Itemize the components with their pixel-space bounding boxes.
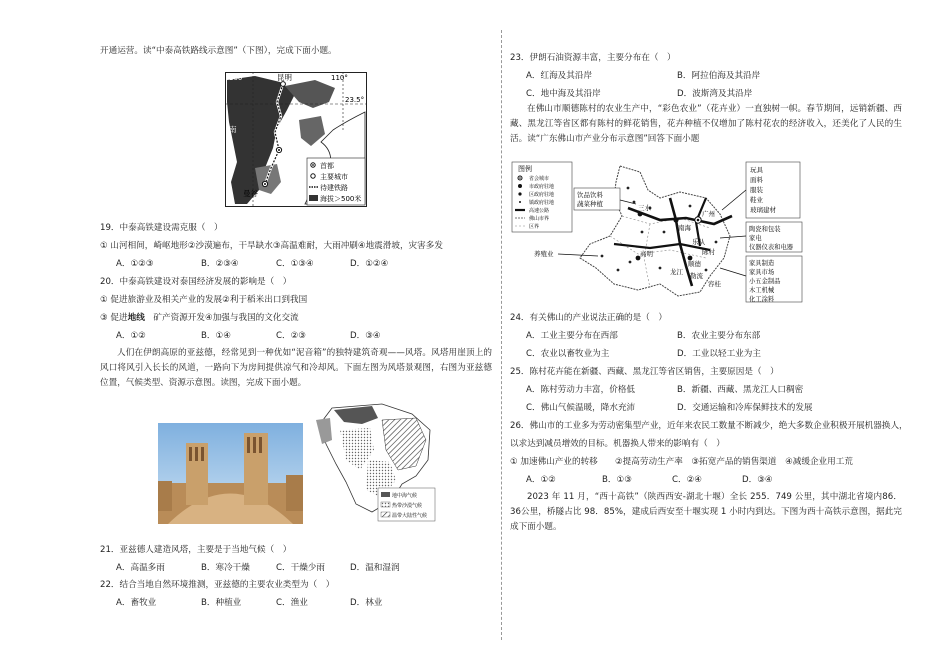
q26-option-c[interactable]: C．②④ xyxy=(672,475,703,485)
q23-option-a[interactable]: A．红海及其沿岸 xyxy=(526,71,593,81)
legend-title: 图例 xyxy=(518,165,532,173)
q26-conditions: ① 加速佛山产业的转移 ②提高劳动生产率 ③拓宽产品的销售渠道 ④减缓企业用工荒 xyxy=(510,457,853,467)
q26-option-a[interactable]: A．①② xyxy=(526,475,556,485)
q23-stem: 23．伊朗石油资源丰富，主要分布在（ ） xyxy=(510,53,676,63)
place-lecong: 乐从 xyxy=(692,238,705,246)
q19-option-b[interactable]: B．②③④ xyxy=(201,259,239,269)
legend-temperate-continental: 温带大陆性气候 xyxy=(392,513,428,519)
box-toys-line1: 玩具 xyxy=(750,166,763,174)
column-divider xyxy=(501,30,502,640)
windtower-passage: 人们在伊朗高原的亚兹德，经常见到一种优如“泥音箱”的独特建筑奇观——风塔。风塔用崖顶上的风口将风引入长长的风道，一路向下为房间提供凉气和冷却风。下面左图为风塔景观图，右图为亚兹德位置，气候类型、资源示意图。读图，完成下面小题。 xyxy=(100,348,492,388)
place-leliu: 勒流 xyxy=(690,272,703,280)
box-furniture-line1: 家具制造 xyxy=(749,260,775,267)
q22-option-c[interactable]: C．渔业 xyxy=(276,598,308,608)
wind-tower-photo xyxy=(158,423,303,524)
foshan-passage: 在佛山市顺德陈村的农业生产中，“彩色农业”（花卉业）一直独树一帜。春节期间，远销新疆、西藏、黑龙江等省区都有陈村的鲜花销售，花卉种植不仅增加了陈村花农的经济收入，还美化了人民的生活。读“广东佛山市产业分布示意图”回答下面小题 xyxy=(510,104,902,144)
q19-option-c[interactable]: C．①③④ xyxy=(276,259,314,269)
q20-option-c[interactable]: C．②③ xyxy=(276,331,307,341)
legend-district-boundary: 区界 xyxy=(529,224,540,230)
middle-east-climate-map xyxy=(312,400,436,522)
legend-provincial-capital: 省会城市 xyxy=(529,176,550,182)
kunming-label: 昆明 xyxy=(277,73,292,82)
left-column xyxy=(100,0,492,672)
place-longjiang: 龙江 xyxy=(670,268,683,276)
legend-railway: 待建铁路 xyxy=(320,184,348,192)
lon110-label: 110° xyxy=(331,74,348,82)
q20-option-a[interactable]: A．①② xyxy=(116,331,146,341)
intro-line: 开通运营。读“中泰高铁路线示意图”（下图），完成下面小题。 xyxy=(100,46,337,56)
q21-option-a[interactable]: A．高温多雨 xyxy=(116,563,165,573)
legend-town-gov: 镇政府驻地 xyxy=(529,200,555,206)
q22-option-d[interactable]: D．林业 xyxy=(350,598,383,608)
box-toys-line2: 面料 xyxy=(750,176,763,184)
place-chencun: 陈村 xyxy=(702,248,715,256)
place-gaoming: 高明 xyxy=(640,250,653,258)
q26-stem-line1: 26．佛山市的工业多为劳动密集型产业，近年来农民工数量不断减少，绝大多数企业积极开展机器换人， xyxy=(510,421,908,431)
q26-stem-line2: 以求达到减员增效的目标。机器换人带来的影响有（ ） xyxy=(510,439,725,449)
place-sanshui: 三水 xyxy=(638,204,651,212)
box-furniture-line5: 化工涂料 xyxy=(749,296,775,303)
q25-option-a[interactable]: A．陈村劳动力丰富，价格低 xyxy=(526,385,636,395)
south-label: 南 xyxy=(229,125,237,134)
q21-option-c[interactable]: C．干燥少雨 xyxy=(276,563,325,573)
box-furniture-line2: 家具市场 xyxy=(749,269,775,276)
china-thailand-railway-map xyxy=(225,72,367,207)
legend-altitude: 海拔＞500米 xyxy=(320,195,362,203)
box-ceramic-line3: 仪器仪表和电器 xyxy=(749,244,794,251)
box-food-line1: 饮品饮料 xyxy=(577,191,603,199)
vientiane-label: 万象 xyxy=(283,147,298,156)
foshan-industry-map xyxy=(510,158,805,303)
q20-option-b[interactable]: B．①④ xyxy=(201,331,231,341)
q25-option-b[interactable]: B．新疆、西藏、黑龙江人口稠密 xyxy=(677,385,804,395)
q23-option-c[interactable]: C．地中海及其沿岸 xyxy=(526,89,601,99)
q26-option-b[interactable]: B．①③ xyxy=(602,475,632,485)
q25-option-c[interactable]: C．佛山气候温暖，降水充沛 xyxy=(526,403,636,413)
q19-option-d[interactable]: D．①②④ xyxy=(350,259,389,269)
bangkok-label: 曼谷 xyxy=(243,189,258,198)
q22-stem: 22．结合当地自然环境推测，亚兹德的主要农业类型为（ ） xyxy=(100,580,335,590)
q25-option-d[interactable]: D．交通运输和冷库保鲜技术的发展 xyxy=(677,403,813,413)
breeding-label: 养殖业 xyxy=(534,250,554,258)
q21-option-d[interactable]: D．温和湿润 xyxy=(350,563,400,573)
box-furniture-line4: 木工机械 xyxy=(749,287,775,294)
legend-city-gov: 市政府驻地 xyxy=(529,184,555,190)
place-guangzhou: 广州 xyxy=(702,210,715,218)
box-toys-line4: 鞋业 xyxy=(750,196,763,204)
box-ceramic-line2: 家电 xyxy=(749,235,762,242)
q26-option-d[interactable]: D．③④ xyxy=(742,475,773,485)
legend-mediterranean: 地中海气候 xyxy=(392,493,418,499)
legend-city: 主要城市 xyxy=(320,173,348,181)
box-toys-line3: 服装 xyxy=(750,186,763,194)
place-shunde: 顺德 xyxy=(688,260,701,268)
q24-option-b[interactable]: B．农业主要分布东部 xyxy=(677,331,761,341)
q24-option-c[interactable]: C．农业以畜牧业为主 xyxy=(526,349,610,359)
legend-expressway: 高速公路 xyxy=(529,208,550,214)
q20-line2-a: ③ 促进 xyxy=(100,313,128,323)
lat-label: 23.5° xyxy=(345,96,365,104)
q22-option-b[interactable]: B．种植业 xyxy=(201,598,242,608)
q19-conditions: ① 山河相间，崎岖地形②沙漠遍布，干旱缺水③高温难耐，大雨冲刷④地震滑坡，灾害多发 xyxy=(100,241,443,251)
lon100-label: 100° xyxy=(229,74,246,82)
legend-capital: 首都 xyxy=(320,162,334,170)
q22-option-a[interactable]: A．畜牧业 xyxy=(116,598,157,608)
right-column xyxy=(510,0,908,672)
legend-district-gov: 区政府驻地 xyxy=(529,192,555,198)
q23-option-b[interactable]: B．阿拉伯海及其沿岸 xyxy=(677,71,761,81)
q24-option-a[interactable]: A．工业主要分布在西部 xyxy=(526,331,618,341)
q21-option-b[interactable]: B．寒冷干燥 xyxy=(201,563,250,573)
q25-stem: 25．陈村花卉能在新疆、西藏、黑龙江等省区销售，主要原因是（ ） xyxy=(510,367,779,377)
box-ceramic-line1: 陶瓷和包装 xyxy=(749,226,781,233)
q21-stem: 21．亚兹德人建造风塔，主要是于当地气候（ ） xyxy=(100,545,292,555)
box-food-line2: 蔬菜种植 xyxy=(577,200,603,208)
q20-line2-c: 矿产资源开发④加强与我国的文化交流 xyxy=(144,313,299,323)
box-furniture-line3: 小五金制品 xyxy=(749,278,781,285)
place-nanhai: 南海 xyxy=(678,224,691,232)
q20-stem: 20．中泰高铁建设对泰国经济发展的影响是（ ） xyxy=(100,277,292,287)
q20-line1: ① 促进旅游业及相关产业的发展②利于稻米出口到我国 xyxy=(100,295,308,305)
q19-stem: 19．中泰高铁建设需克服（ ） xyxy=(100,223,223,233)
q20-line2 xyxy=(100,313,299,324)
box-toys-line5: 玻璃建材 xyxy=(750,206,776,214)
q23-option-d[interactable]: D．波斯湾及其沿岸 xyxy=(677,89,753,99)
q24-option-d[interactable]: D．工业以轻工业为主 xyxy=(677,349,761,359)
q24-stem: 24．有关佛山的产业说法正确的是（ ） xyxy=(510,313,668,323)
place-ronggui: 容桂 xyxy=(708,280,721,288)
legend-tropical-desert: 热带沙漠气候 xyxy=(392,503,423,509)
xishi-railway-passage: 2023 年 11 月，“西十高铁”（陕西西安-湖北十堰）全长 255．749 公里，其中湖北省境内86．36公里，桥隧占比 98．85%，建成后西安至十堰实现 1 小时内到达。下图为西十高铁示意图，据此完成下面小题。 xyxy=(510,492,902,532)
q20-option-d[interactable]: D．③④ xyxy=(350,331,381,341)
q20-line2-b: 地线 xyxy=(127,313,145,323)
q19-option-a[interactable]: A．①②③ xyxy=(116,259,154,269)
legend-city-boundary: 佛山市界 xyxy=(529,216,550,222)
